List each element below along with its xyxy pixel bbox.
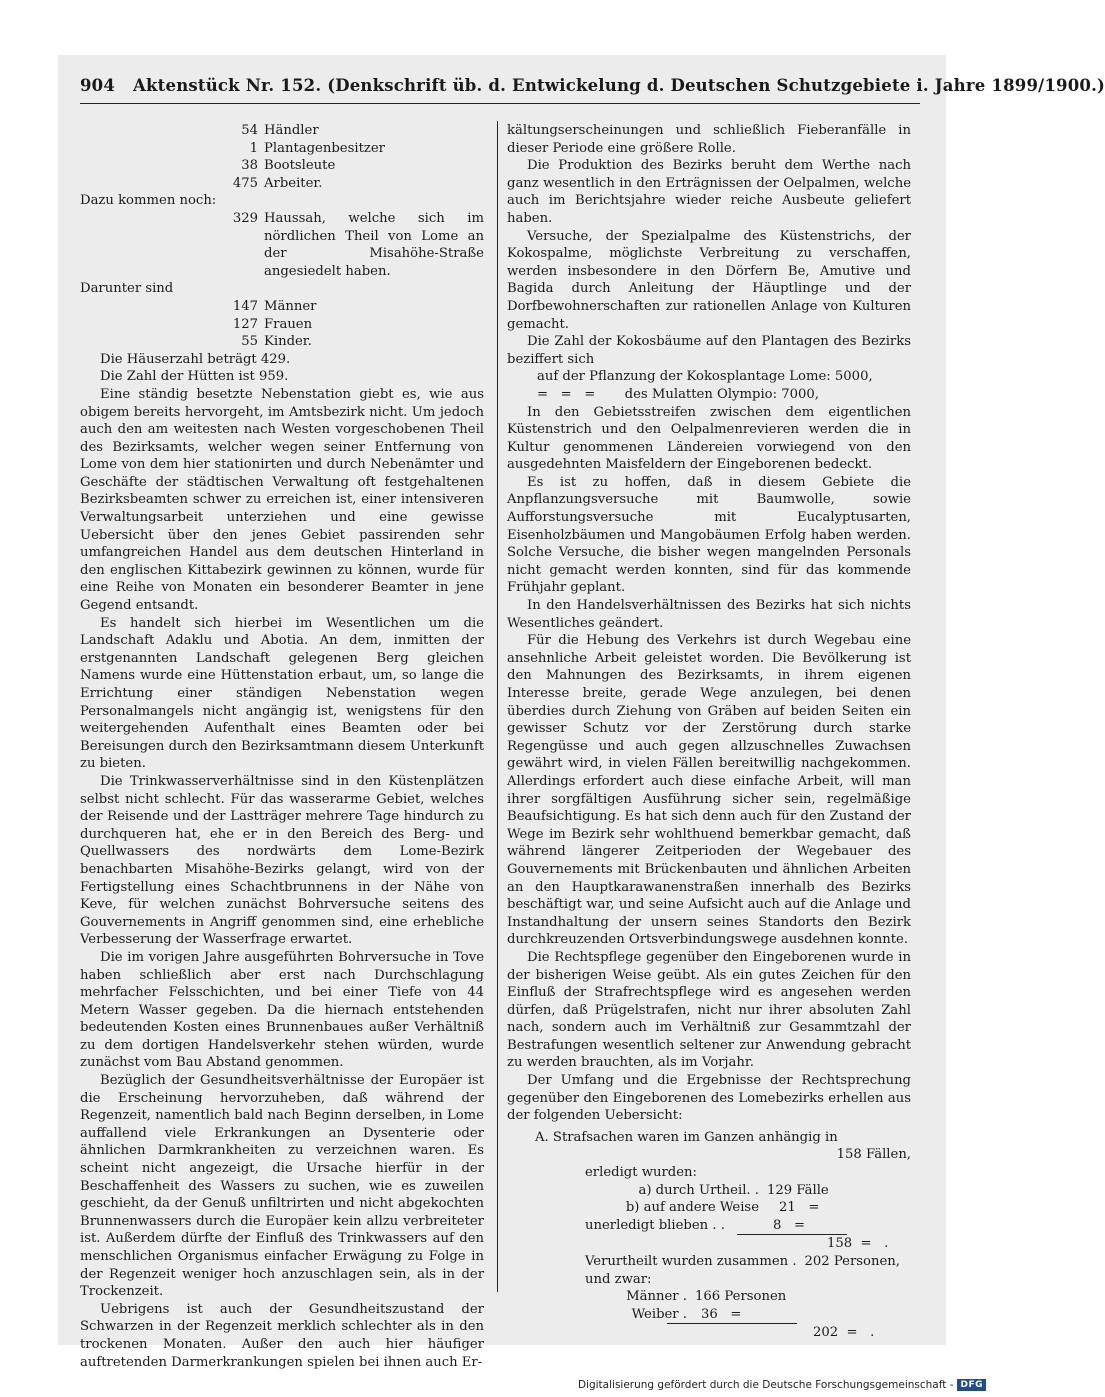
table-cell: 166 Personen [695, 1289, 787, 1305]
paragraph: Die Trinkwasserverhältnisse sind in den Küstenplätzen selbst nicht schlecht. Für das wasserarme Gebiet, welches der Reisende und der Lastträger mehrere Tage hindurch zu durchqueren hat, ehe er in den Bereich des Berg- und Quellwassers des nordwärts dem Lome-Bezirk benachbarten Misahöhe-Bezirks gelangt, wird von der Fertigstellung eines Schachtbrunnens in der Nähe von Keve, für welchen zunächst Bohrversuche seitens des Gouvernements in Angriff genommen sind, eine erhebliche Verbesserung der Wasserfrage erwartet. [80, 773, 484, 948]
list-item: 54 Händler [241, 123, 319, 138]
list-item: 38 Bootsleute [241, 158, 336, 174]
table-cell: 158 = . [827, 1236, 889, 1252]
table-label: erledigt wurden: [585, 1165, 697, 1181]
paragraph: In den Handelsverhältnissen des Bezirks hat sich nichts Wesentliches geändert. [507, 598, 911, 631]
paragraph: Die Zahl der Kokosbäume auf den Plantagen des Bezirks beziffert sich [507, 334, 911, 367]
table-row [507, 1288, 911, 1306]
table-cell: Verurtheilt wurden zusammen . [585, 1254, 797, 1269]
paragraph: Die Produktion des Bezirks beruht dem Werthe nach ganz wesentlich in den Erträgnissen der Oelpalmen, welche auch im Berichtsjahre wieder reiche Ausbeute geliefert haben. [507, 158, 911, 226]
list-item: 147 Männer [232, 298, 317, 314]
paragraph: Für die Hebung des Verkehrs ist durch Wegebau eine ansehnliche Arbeit geleistet worden. Die Bevölkerung ist den Mahnungen des Bezirksamts, in ihrem eigenen Interesse breite, gerade Wege anzulegen, bei denen überdies durch Ziehung von Gräben auf beiden Seiten ein gewisser Schutz vor der Zerstörung durch starke Regengüsse und auch gegen allzuschnelles Zuwachsen gewährt wird, in vielen Fällen bereitwillig nachgekommen. Allerdings erfordert auch diese einfache Arbeit, will man ihrer sorgfältigen Ausführung sicher sein, regelmäßige Beaufsichtigung. Es hat sich denn auch für den Zustand der Wege im Bezirk sehr wohlthuend bemerkbar gemacht, daß während längerer Zeitperioden der Wegebauer des Gouvernements mit Brückenbauten und ähnlichen Arbeiten an den Hauptkarawanenstraßen innerhalb des Bezirks beschäftigt war, und seine Aufsicht auch auf die Anlage und Instandhaltung der unsern seines Standorts den Bezirk durchkreuzenden Ortsverbindungswege ausdehnen konnte. [507, 633, 911, 948]
table-row [507, 1217, 911, 1235]
table-row [507, 1253, 911, 1271]
list-item: = = = des Mulatten Olympio: 7000, [537, 386, 819, 402]
paragraph: Es ist zu hoffen, daß in diesem Gebiete die Anpflanzungsversuche mit Baumwolle, sowie Aufforstungsversuche mit Eucalyptusarten, Eisenholzbäumen und Mangobäumen Erfolg haben werden. Solche Versuche, die bisher wegen mangelnden Personals nicht gemacht werden konnten, sind für das kommende Frühjahr geplant. [507, 474, 911, 596]
table-row [507, 1306, 911, 1324]
paragraph: Die Rechtspflege gegenüber den Eingeborenen wurde in der bisherigen Weise geübt. Als ein gutes Zeichen für den Einfluß der Strafrechtspflege wird es angesehen werden dürfen, daß Prügelstrafen, nicht nur ihrer absoluten Zahl nach, sondern auch im Verhältniß zur Gesammtzahl der Bestrafungen wesentlich seltener zur Anwendung gebracht zu werden brauchten, als im Vorjahr. [507, 949, 911, 1071]
table-cell: Männer . [626, 1289, 687, 1305]
paragraph: Versuche, der Spezialpalme des Küstenstrichs, der Kokospalme, möglichste Verbreitung zu verschaffen, werden insbesondere in den Dörfern Be, Amutive und Bagida durch Anleitung der Häuptlinge und der Dorfbewohnerschaften zur rationellen Anlage von Kulturen gemacht. [507, 228, 911, 332]
credit-text: Digitalisierung gefördert durch die Deutsche Forschungsgemeinschaft - [577, 1379, 954, 1391]
table-cell: b) auf andere Weise [625, 1200, 759, 1216]
running-title: Aktenstück Nr. 152. (Denkschrift üb. d. Entwickelung d. Deutschen Schutzgebiete i. Jahre 1899/1900.) [133, 76, 1105, 95]
text-line: Dazu kommen noch: [80, 193, 217, 209]
paragraph: Der Umfang und die Ergebnisse der Rechtsprechung gegenüber den Eingeborenen des Lomebezirks erhellen aus der folgenden Uebersicht: [507, 1073, 911, 1124]
header-rule [80, 103, 920, 104]
table-cell: 36 = [701, 1306, 742, 1322]
list-item: 1 Plantagenbesitzer [249, 140, 385, 156]
paragraph: kältungserscheinungen und schließlich Fieberanfälle in dieser Periode eine größere Rolle. [507, 123, 911, 156]
paragraph: Eine ständig besetzte Nebenstation giebt es, wie aus obigem bereits hervorgeht, im Amtsbezirk nicht. Um jedoch auch den am weitesten nach Westen vorgeschobenen Theil des Bezirksamts, welcher wegen seiner Entfernung von Lome von dem hier stationirten und durch Nebenämter und Geschäfte der städtischen Verwaltung oft festgehaltenen Bezirksbeamten schwer zu erreichen ist, einer intensiveren Verwaltungsarbeit unterziehen und eine gewisse Uebersicht über den jenes Gebiet passirenden sehr umfangreichen Handel aus dem deutschen Hinterland in den englischen Kittabezirk gewinnen zu können, wurde für eine Reihe von Monaten ein besonderer Beamter in jene Gegend entsandt. [80, 386, 484, 614]
table-cell: 202 Personen, [804, 1254, 900, 1269]
list-item: 55 Kinder. [241, 334, 312, 350]
paragraph: Bezüglich der Gesundheitsverhältnisse der Europäer ist die Erscheinung hervorzuheben, daß während der Regenzeit, namentlich bald nach Beginn derselben, in Lome auffallend viele Erkrankungen an Dysenterie oder ähnlichen Darmkrankheiten zu verzeichnen waren. Es scheint nicht angezeigt, die Ursache hierfür in der Beschaffenheit des Wassers zu suchen, wie es zuweilen geschieht, da der Genuß unfiltrirten und nicht abgekochten Brunnenwassers durch die Europäer kein allzu verbreiteter ist. Außerdem dürfte der Einfluß des Trinkwassers auf den menschlichen Organismus einfacher Erwägung zu Folge in der Regenzeit weniger hoch anzuschlagen sein, als in der Trockenzeit. [80, 1073, 484, 1300]
section-heading: A. Strafsachen waren im Ganzen anhängig in [535, 1129, 838, 1145]
dfg-logo: DFG [957, 1379, 986, 1391]
right-column [507, 122, 911, 1342]
paragraph: Die im vorigen Jahre ausgeführten Bohrversuche in Tove haben schließlich aber erst nach Durchschlagung mehrfacher Felsschichten, und bei einer Tiefe von 44 Metern Wasser gegeben. Da die hiernach entstehenden bedeutenden Kosten eines Brunnenbaues außer Verhältniß zu dem dortigen Handelsverkehr stehen würden, wurde zunächst vom Bau Abstand genommen. [80, 949, 484, 1071]
digitization-credit [578, 1379, 986, 1391]
paragraph: Es handelt sich hierbei im Wesentlichen um die Landschaft Adaklu und Abotia. An dem, inmitten der erstgenannten Landschaft gelegenen Berg gleichen Namens wurde eine Hüttenstation erbaut, um, so lange die Errichtung einer ständigen Nebenstation wegen Personalmangels nicht angängig ist, wenigstens für den weitergehenden Aufenthalt eines Beamten oder bei Bereisungen durch den Bezirksamtmann diesem Unterkunft zu bieten. [80, 615, 484, 772]
table-cell: 158 Fällen, [836, 1147, 911, 1163]
paragraph: Die Zahl der Hütten ist 959. [100, 369, 289, 385]
left-column [80, 122, 484, 1371]
list-item: 475 Arbeiter. [232, 175, 323, 191]
list-item: auf der Pflanzung der Kokosplantage Lome: 5000, [537, 369, 873, 385]
page-header [80, 76, 1105, 95]
paragraph: In den Gebietsstreifen zwischen dem eigentlichen Küstenstrich und den Oelpalmenrevieren werden die in Kultur genommenen Ländereien vorwiegend von den ausgedehnten Maisfeldern der Eingeborenen bedeckt. [507, 404, 911, 473]
table-cell: Weiber . [631, 1306, 687, 1322]
table-cell: 21 = [779, 1200, 820, 1216]
paragraph: Die Häuserzahl beträgt 429. [100, 351, 291, 367]
table-cell: 8 = [773, 1217, 806, 1233]
text-line: Darunter sind [80, 281, 174, 297]
paragraph: Uebrigens ist auch der Gesundheitszustand der Schwarzen in der Regenzeit merklich schlechter als in den trockenen Monaten. Außer den auch hier häufiger auftretenden Darmerkrankungen spielen bei ihnen auch Er- [80, 1301, 484, 1370]
table-cell: 129 Fälle [767, 1182, 829, 1198]
table-cell: a) durch Urtheil. . [638, 1182, 759, 1198]
page-number: 904 [80, 76, 116, 95]
table-label: und zwar: [585, 1271, 652, 1287]
table-cell: unerledigt blieben . . [585, 1217, 725, 1233]
table-row [507, 1199, 911, 1217]
table-cell: 202 = . [813, 1325, 875, 1341]
table-row [507, 1182, 911, 1200]
list-item: 329 Haussah, welche sich im nördlichen Theil von Lome an der Misahöhe-Straße angesiedelt haben. [232, 210, 484, 279]
column-divider [497, 121, 498, 1292]
list-item: 127 Frauen [232, 316, 313, 332]
statistics-table [507, 1129, 911, 1342]
